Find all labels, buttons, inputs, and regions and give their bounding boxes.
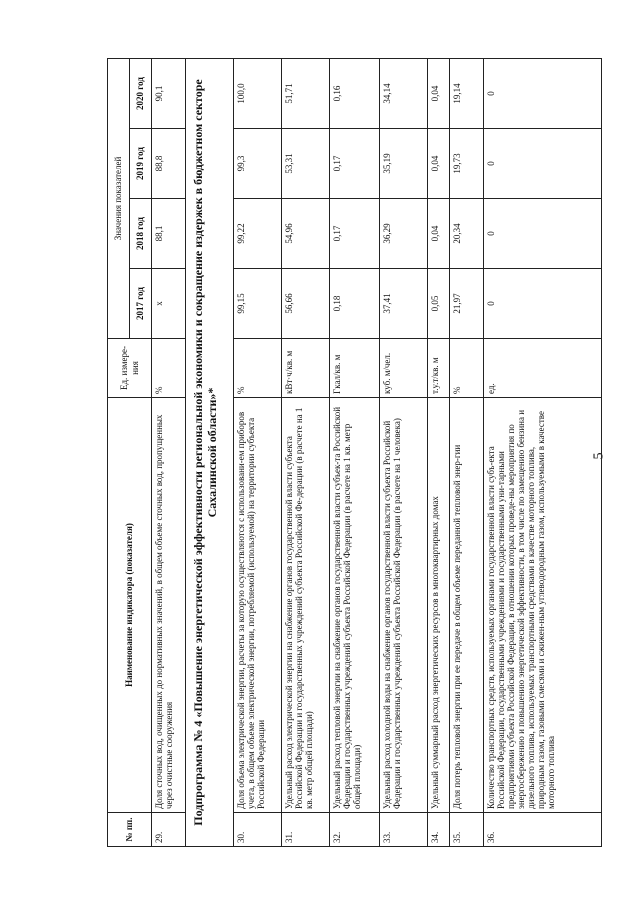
row-unit: т.у.т/кв. м [428, 339, 450, 398]
row-value-2020: 100,0 [234, 58, 282, 128]
table-row [450, 58, 484, 846]
row-value-2020: 0,16 [330, 58, 380, 128]
row-name: Удельный расход холодной воды на снабжение органов государственной власти субъекта Российской Федерации и государственных учреждений субъекта Российской Федерации (в расчете на 1 человека) [380, 398, 428, 813]
header-num: № пп. [108, 813, 152, 847]
row-unit: кВт·ч/кв. м [282, 339, 330, 398]
row-value-2018: 0 [484, 199, 602, 269]
header-year-2017: 2017 год [130, 269, 152, 339]
row-value-2017: х [152, 269, 186, 339]
row-value-2018: 88,1 [152, 199, 186, 269]
row-value-2017: 0 [484, 269, 602, 339]
row-name: Удельный расход тепловой энергии на снабжение органов государственной власти субъек-та Российской Федерации и государственных учреждений субъекта Российской Федерации (в расчете на 1 кв. метр общей площади) [330, 398, 380, 813]
row-value-2018: 0,17 [330, 199, 380, 269]
indicators-table [107, 58, 602, 847]
row-value-2019: 88,8 [152, 129, 186, 199]
row-name: Доля потерь тепловой энергии при ее передаче в общем объеме переданной тепловой энер-гии [450, 398, 484, 813]
row-value-2019: 19,73 [450, 129, 484, 199]
row-name: Количество транспортных средств, используемых органами государственной власти субъ-екта Российской Федерации, государственными учреждениями и государственными уни-тарными предприятиями субъекта Российской Федерации, в отношении которых проведе-ны мероприятия по энергосбережению и повышению энергетической эффективности, в том числе по замещению бензина и дизельного топлива, используемых транспортными средствами в качестве моторного топлива, природным газом, газовыми смесями и сжижен-ным углеводородным газом, используемыми в качестве моторного топлива [484, 398, 602, 813]
row-value-2018: 20,34 [450, 199, 484, 269]
row-value-2017: 0,05 [428, 269, 450, 339]
header-unit: Ед. измере-ния [108, 339, 152, 398]
row-value-2018: 99,22 [234, 199, 282, 269]
table-row [330, 58, 380, 846]
row-value-2020: 51,71 [282, 58, 330, 128]
row-value-2020: 34,14 [380, 58, 428, 128]
row-value-2019: 0,04 [428, 129, 450, 199]
header-year-2018: 2018 год [130, 199, 152, 269]
row-num: 33. [380, 813, 428, 847]
row-unit: ед. [484, 339, 602, 398]
row-value-2020: 0,04 [428, 58, 450, 128]
row-num: 36. [484, 813, 602, 847]
row-unit: % [152, 339, 186, 398]
row-value-2020: 19,14 [450, 58, 484, 128]
header-year-2019: 2019 год [130, 129, 152, 199]
row-value-2019: 35,19 [380, 129, 428, 199]
page-number: 5 [591, 452, 607, 460]
row-name: Удельный суммарный расход энергетических ресурсов в многоквартирных домах [428, 398, 450, 813]
header-year-2020: 2020 год [130, 58, 152, 128]
row-unit: % [234, 339, 282, 398]
table-row [484, 58, 602, 846]
row-name: Удельный расход электрической энергии на снабжение органов государственной власти субъекта Российской Федерации и государственных учреждений субъекта Российской Фе-дерации (в расчете на 1 кв. метр общей площади) [282, 398, 330, 813]
row-value-2017: 99,15 [234, 269, 282, 339]
table-row [428, 58, 450, 846]
row-num: 35. [450, 813, 484, 847]
row-value-2019: 53,31 [282, 129, 330, 199]
row-value-2017: 37,41 [380, 269, 428, 339]
row-unit: куб. м/чел. [380, 339, 428, 398]
row-value-2020: 90,1 [152, 58, 186, 128]
row-value-2017: 21,97 [450, 269, 484, 339]
subprogram-row [186, 58, 234, 846]
row-value-2018: 54,96 [282, 199, 330, 269]
row-num: 34. [428, 813, 450, 847]
row-value-2020: 0 [484, 58, 602, 128]
row-value-2019: 99,3 [234, 129, 282, 199]
row-num: 31. [282, 813, 330, 847]
row-name: Доля объема электрической энергии, расчеты за которую осуществляются с использовани-ем приборов учета, в общем объеме электрической энергии, потребляемой (используемой) на территории субъекта Российской Федерации [234, 398, 282, 813]
table-row [152, 58, 186, 846]
row-value-2017: 56,66 [282, 269, 330, 339]
row-value-2017: 0,18 [330, 269, 380, 339]
row-num: 29. [152, 813, 186, 847]
header-name: Наименование индикатора (показателя) [108, 398, 152, 813]
row-unit: Гкал/кв. м [330, 339, 380, 398]
subprogram-title: Подпрограмма № 4 «Повышение энергетической эффективности региональной экономики и сокращение издержек в бюджетном секторе Сахалинской области»* [186, 58, 234, 846]
header-values: Значения показателей [108, 58, 130, 338]
row-num: 32. [330, 813, 380, 847]
row-name: Доля сточных вод, очищенных до нормативных значений, в общем объеме сточных вод, пропущенных через очистные сооружения [152, 398, 186, 813]
row-value-2018: 0,04 [428, 199, 450, 269]
table-row [282, 58, 330, 846]
row-value-2018: 36,29 [380, 199, 428, 269]
row-num: 30. [234, 813, 282, 847]
table-row [234, 58, 282, 846]
indicators-table-container [107, 59, 591, 847]
row-unit: % [450, 339, 484, 398]
row-value-2019: 0,17 [330, 129, 380, 199]
table-row [380, 58, 428, 846]
row-value-2019: 0 [484, 129, 602, 199]
